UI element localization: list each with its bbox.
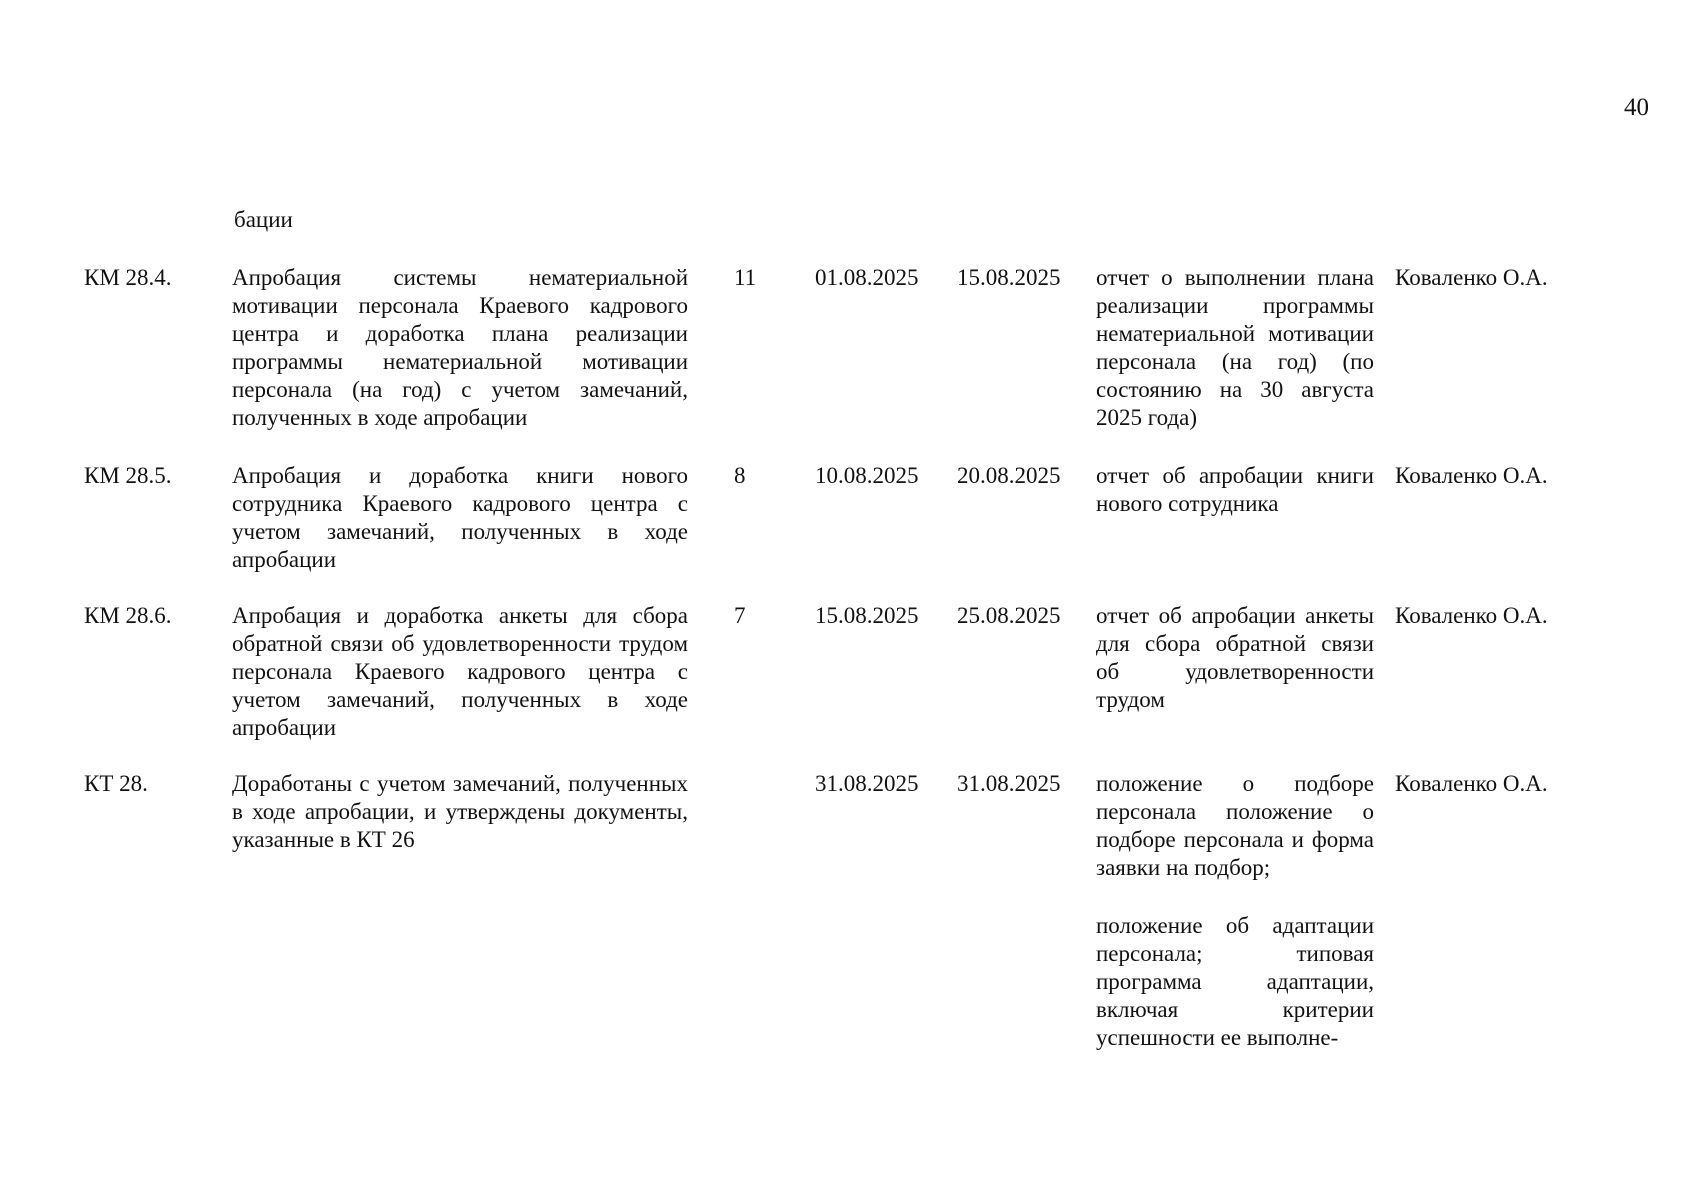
row-end-date: 31.08.2025 <box>957 771 1061 796</box>
row-code: КМ 28.6. <box>84 603 172 628</box>
row-start-date: 15.08.2025 <box>815 603 919 628</box>
page-number: 40 <box>1624 94 1649 121</box>
row-end-date: 15.08.2025 <box>957 265 1061 290</box>
row-result-paragraph: положение о подборе персонала положение о подборе персонала и форма заявки на подбор; <box>1096 771 1374 880</box>
row-duration: 11 <box>734 265 757 290</box>
row-code: КТ 28. <box>84 771 148 796</box>
row-task: Апробация и доработка анкеты для сбора обратной связи об удовлетворенности трудом персонала Краевого кадрового центра с учетом замечаний, полученных в ходе апробации <box>232 603 688 740</box>
row-task: Апробация и доработка книги нового сотрудника Краевого кадрового центра с учетом замечаний, полученных в ходе апробации <box>232 463 688 572</box>
row-responsible: Коваленко О.А. <box>1395 463 1548 488</box>
carryover-text: бации <box>234 207 293 232</box>
row-responsible: Коваленко О.А. <box>1395 771 1548 796</box>
row-responsible: Коваленко О.А. <box>1395 603 1548 628</box>
row-result <box>1096 602 1374 714</box>
row-end-date: 20.08.2025 <box>957 463 1061 488</box>
row-responsible: Коваленко О.А. <box>1395 265 1548 290</box>
row-result <box>1096 462 1374 518</box>
row-end-date: 25.08.2025 <box>957 603 1061 628</box>
row-start-date: 31.08.2025 <box>815 771 919 796</box>
row-result-paragraph: положение об адаптации персонала; типовая программа адаптации, включая критерии успешности ее выполне- <box>1096 913 1374 1050</box>
row-result-paragraph: отчет о выполнении плана реализации программы нематериальной мотивации персонала (на год) (по состоянию на 30 августа 2025 года) <box>1096 265 1374 430</box>
row-result-paragraph: отчет об апробации книги нового сотрудника <box>1096 463 1374 516</box>
row-duration: 8 <box>734 463 746 488</box>
row-task: Доработаны с учетом замечаний, полученных в ходе апробации, и утверждены документы, указанные в КТ 26 <box>232 771 688 852</box>
row-result <box>1096 264 1374 432</box>
row-result <box>1096 770 1374 1052</box>
row-result-paragraph: отчет об апробации анкеты для сбора обратной связи об удовлетворенности трудом <box>1096 603 1374 712</box>
row-start-date: 01.08.2025 <box>815 265 919 290</box>
row-start-date: 10.08.2025 <box>815 463 919 488</box>
row-code: КМ 28.4. <box>84 265 172 290</box>
row-duration: 7 <box>734 603 746 628</box>
row-code: КМ 28.5. <box>84 463 172 488</box>
row-task: Апробация системы нематериальной мотивации персонала Краевого кадрового центра и доработка плана реализации программы нематериальной мотивации персонала (на год) с учетом замечаний, полученных в ходе апробации <box>232 265 688 430</box>
